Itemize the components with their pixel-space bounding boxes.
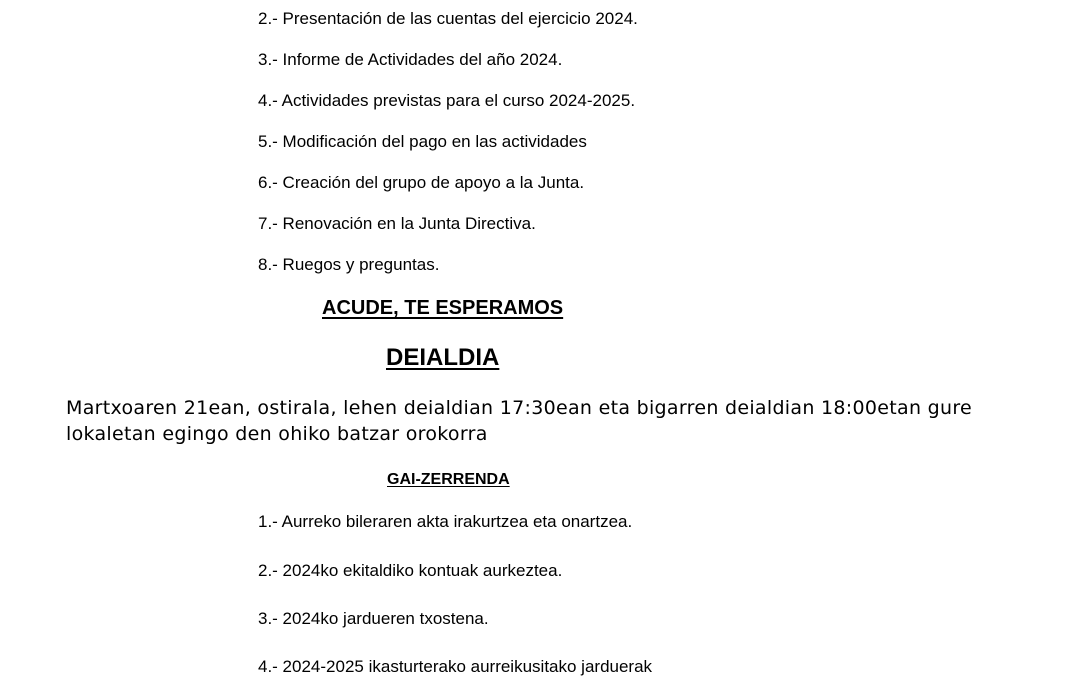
spanish-agenda-item-6: 6.- Creación del grupo de apoyo a la Junta.	[258, 173, 585, 192]
basque-agenda-item-1: 1.- Aurreko bileraren akta irakurtzea eta onartzea.	[258, 512, 633, 531]
spanish-agenda-item-3: 3.- Informe de Actividades del año 2024.	[258, 50, 563, 69]
spanish-agenda-item-2: 2.- Presentación de las cuentas del ejercicio 2024.	[258, 9, 638, 28]
deialdia-title: DEIALDIA	[386, 344, 500, 371]
basque-agenda-item-4: 4.- 2024-2025 ikasturterako aurreikusitako jarduerak	[258, 657, 653, 676]
spanish-agenda-item-8: 8.- Ruegos y preguntas.	[258, 255, 440, 274]
deialdia-intro-paragraph: Martxoaren 21ean, ostirala, lehen deialdian 17:30ean eta bigarren deialdian 18:00etan gure lokaletan egingo den ohiko batzar orokorra	[66, 397, 973, 445]
basque-agenda-item-2: 2.- 2024ko ekitaldiko kontuak aurkeztea.	[258, 561, 563, 580]
spanish-agenda-item-5: 5.- Modificación del pago en las actividades	[258, 132, 587, 151]
gai-zerrenda-heading: GAI-ZERRENDA	[387, 471, 510, 488]
basque-agenda-item-3: 3.- 2024ko jardueren txostena.	[258, 609, 489, 628]
spanish-agenda-item-4: 4.- Actividades previstas para el curso 2024-2025.	[258, 91, 636, 110]
closing-invitation-heading: ACUDE, TE ESPERAMOS	[322, 297, 564, 319]
spanish-agenda-item-7: 7.- Renovación en la Junta Directiva.	[258, 214, 536, 233]
